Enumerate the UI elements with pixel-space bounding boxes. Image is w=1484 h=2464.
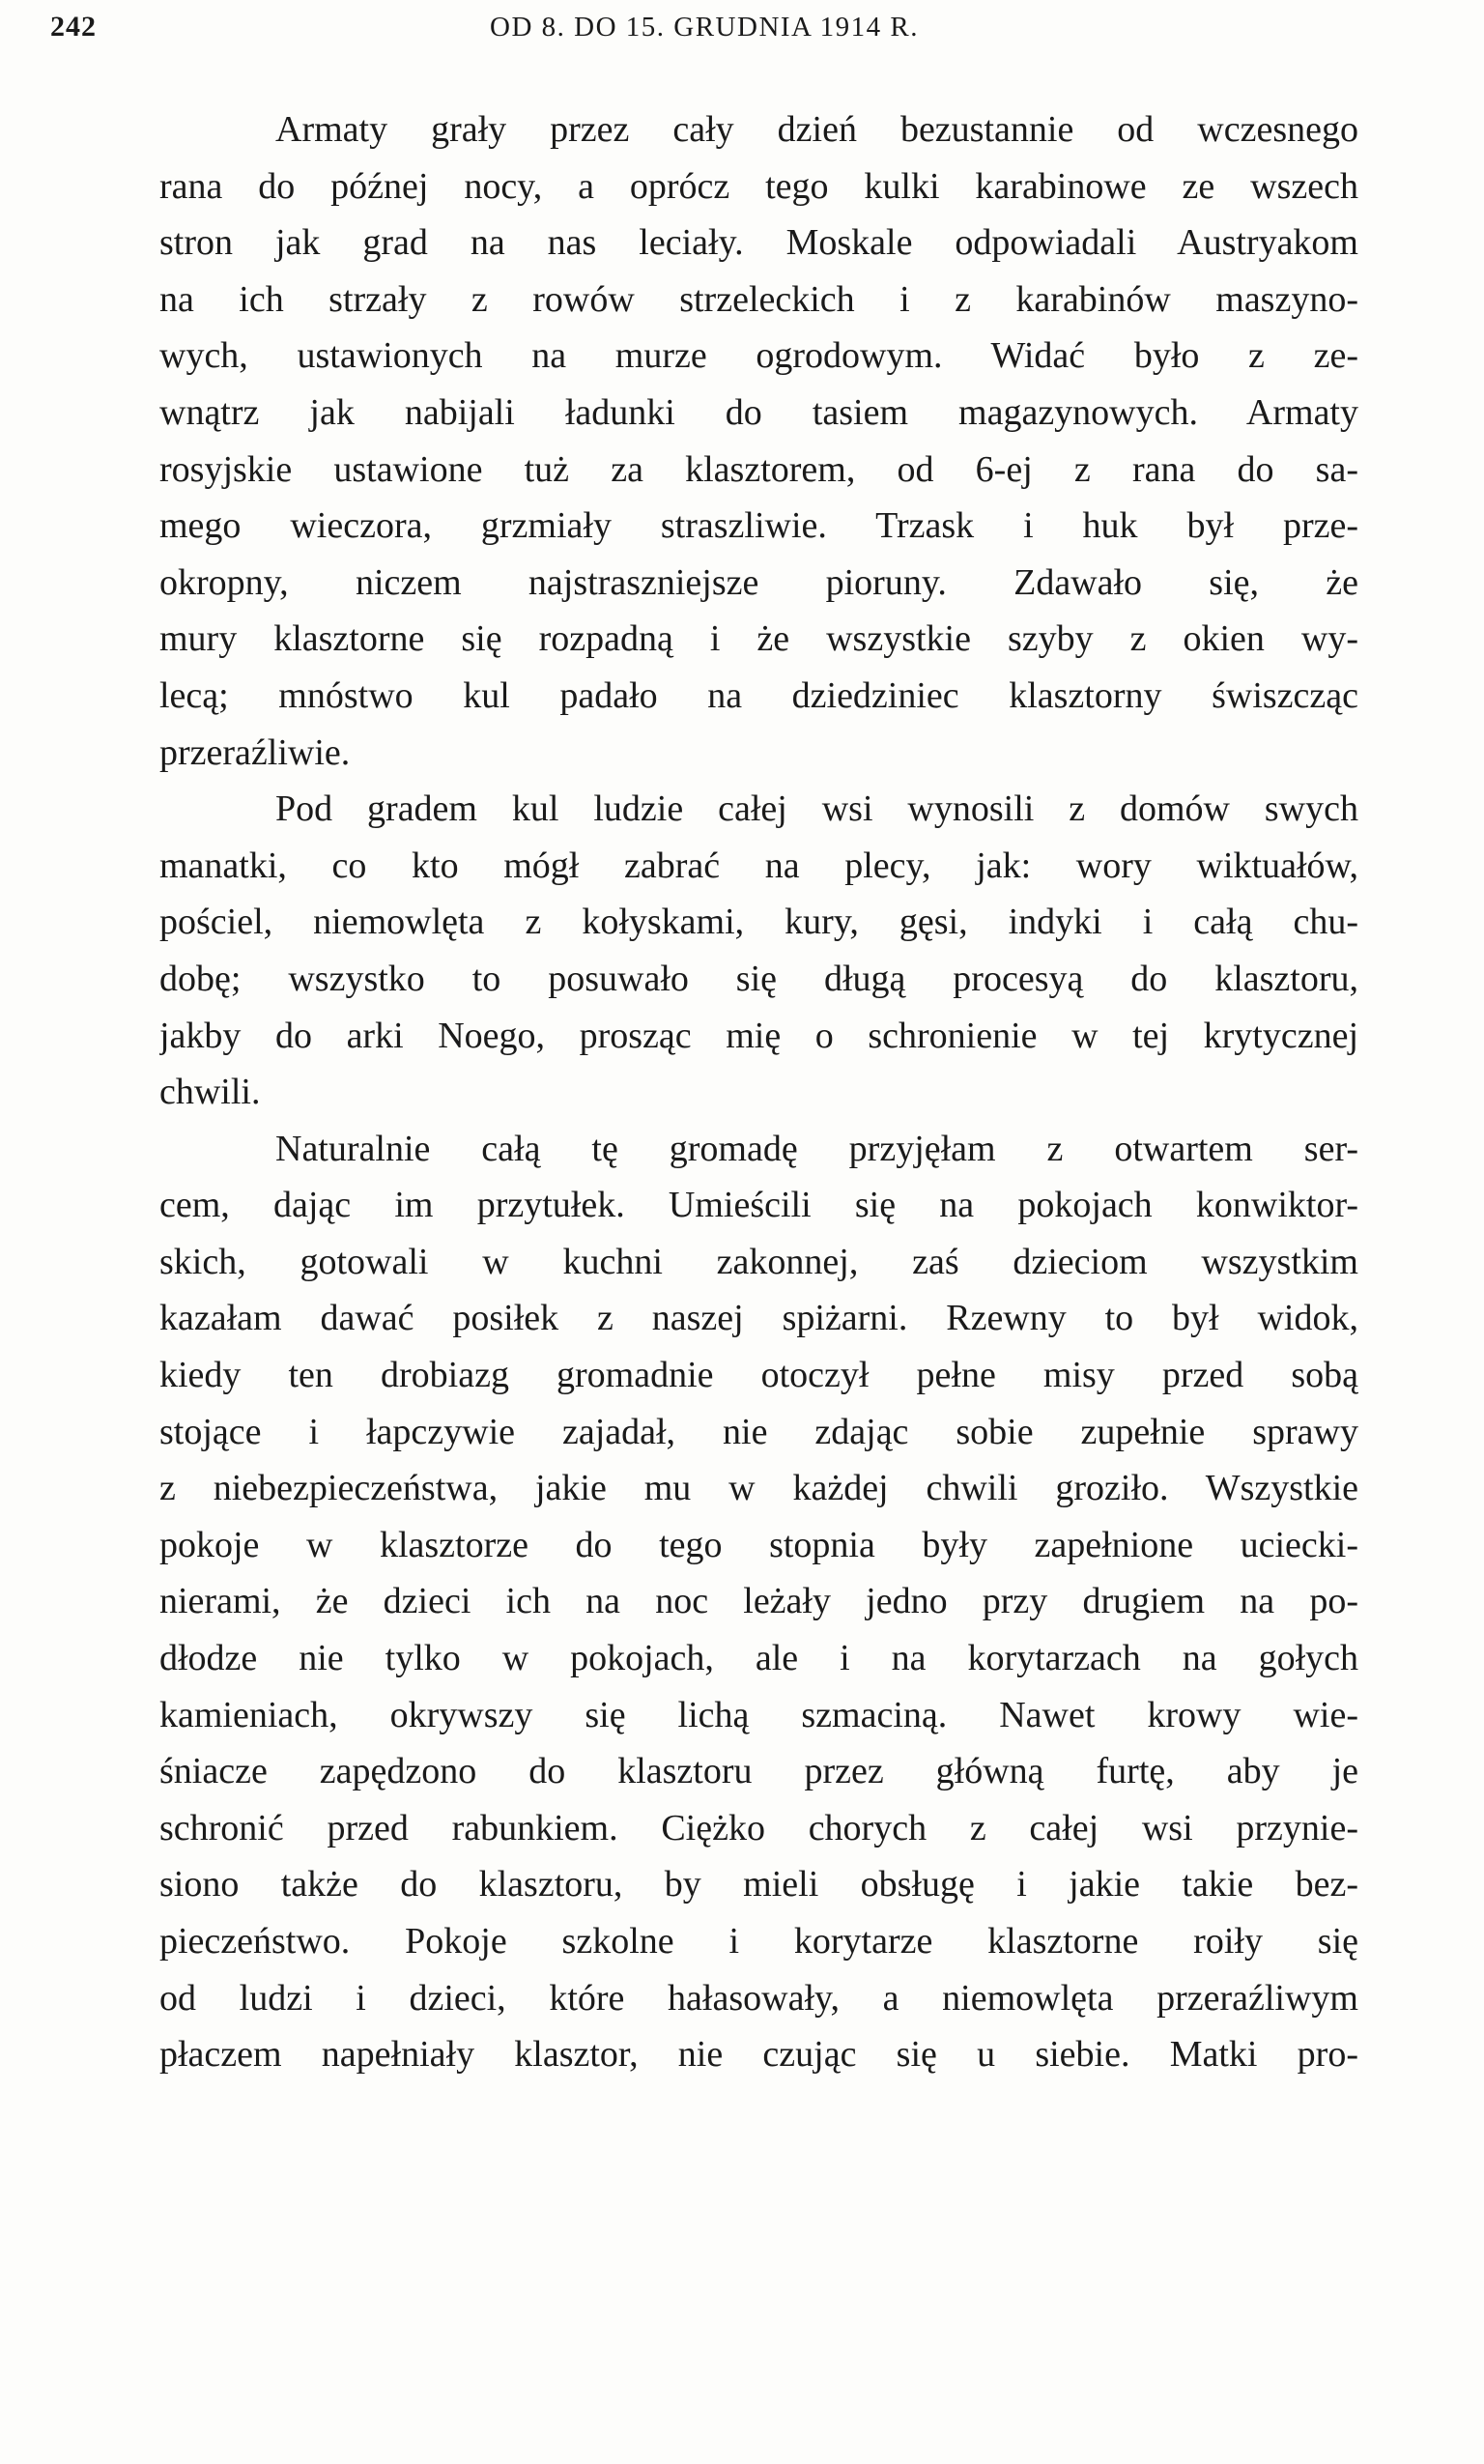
text-line: wnątrz jak nabijali ładunki do tasiem magazynowych. Armaty	[159, 391, 1358, 433]
text-line: śniacze zapędzono do klasztoru przez główną furtę, aby je	[159, 1751, 1358, 1792]
text-line: okropny, niczem najstraszniejsze pioruny. Zdawało się, że	[159, 561, 1358, 603]
text-line: nierami, że dzieci ich na noc leżały jedno przy drugiem na po-	[159, 1581, 1358, 1622]
text-line: cem, dając im przytułek. Umieścili się na pokojach konwiktor-	[159, 1185, 1358, 1226]
page-number: 242	[50, 11, 97, 43]
text-line: Armaty grały przez cały dzień bezustannie od wczesnego	[275, 109, 1358, 150]
text-line: skich, gotowali w kuchni zakonnej, zaś dzieciom wszystkim	[159, 1241, 1358, 1282]
text-line: stojące i łapczywie zajadał, nie zdając sobie zupełnie sprawy	[159, 1411, 1358, 1452]
text-line: na ich strzały z rowów strzeleckich i z karabinów maszyno-	[159, 278, 1358, 320]
text-line: stron jak grad na nas leciały. Moskale odpowiadali Austryakom	[159, 222, 1358, 264]
running-title: OD 8. DO 15. GRUDNIA 1914 R.	[490, 11, 919, 43]
text-line: Pod gradem kul ludzie całej wsi wynosili z domów swych	[275, 788, 1358, 830]
body-text	[159, 101, 1358, 2083]
paragraph	[159, 1121, 1358, 2083]
text-line: kazałam dawać posiłek z naszej spiżarni. Rzewny to był widok,	[159, 1298, 1358, 1339]
text-line: pieczeństwo. Pokoje szkolne i korytarze klasztorne roiły się	[159, 1921, 1358, 1962]
text-line: chwili.	[159, 1072, 261, 1113]
text-line: mego wieczora, grzmiały straszliwie. Trzask i huk był prze-	[159, 505, 1358, 547]
text-line: pościel, niemowlęta z kołyskami, kury, gęsi, indyki i całą chu-	[159, 902, 1358, 943]
paragraph	[159, 101, 1358, 781]
text-line: przeraźliwie.	[159, 731, 351, 773]
text-line: płaczem napełniały klasztor, nie czując się u siebie. Matki pro-	[159, 2034, 1358, 2076]
text-line: z niebezpieczeństwa, jakie mu w każdej chwili groziło. Wszystkie	[159, 1468, 1358, 1509]
text-line: siono także do klasztoru, by mieli obsługę i jakie takie bez-	[159, 1864, 1358, 1905]
text-line: mury klasztorne się rozpadną i że wszystkie szyby z okien wy-	[159, 618, 1358, 660]
text-line: dobę; wszystko to posuwało się długą procesyą do klasztoru,	[159, 958, 1358, 999]
text-line: rosyjskie ustawione tuż za klasztorem, od 6-ej z rana do sa-	[159, 448, 1358, 490]
text-line: lecą; mnóstwo kul padało na dziedziniec klasztorny świszcząc	[159, 674, 1358, 716]
text-line: jakby do arki Noego, prosząc mię o schronienie w tej krytycznej	[159, 1015, 1358, 1056]
text-line: schronić przed rabunkiem. Ciężko chorych z całej wsi przynie-	[159, 1807, 1358, 1848]
text-line: pokoje w klasztorze do tego stopnia były zapełnione uciecki-	[159, 1524, 1358, 1565]
text-line: od ludzi i dzieci, które hałasowały, a niemowlęta przeraźliwym	[159, 1977, 1358, 2019]
text-line: dłodze nie tylko w pokojach, ale i na korytarzach na gołych	[159, 1638, 1358, 1679]
text-line: wych, ustawionych na murze ogrodowym. Widać było z ze-	[159, 335, 1358, 377]
text-line: Naturalnie całą tę gromadę przyjęłam z otwartem ser-	[275, 1128, 1358, 1169]
text-line: kiedy ten drobiazg gromadnie otoczył pełne misy przed sobą	[159, 1355, 1358, 1396]
text-line: rana do późnej nocy, a oprócz tego kulki karabinowe ze wszech	[159, 165, 1358, 207]
text-line: manatki, co kto mógł zabrać na plecy, jak: wory wiktuałów,	[159, 845, 1358, 886]
running-head	[50, 8, 1358, 46]
paragraph	[159, 781, 1358, 1121]
text-line: kamieniach, okrywszy się lichą szmaciną. Nawet krowy wie-	[159, 1694, 1358, 1735]
